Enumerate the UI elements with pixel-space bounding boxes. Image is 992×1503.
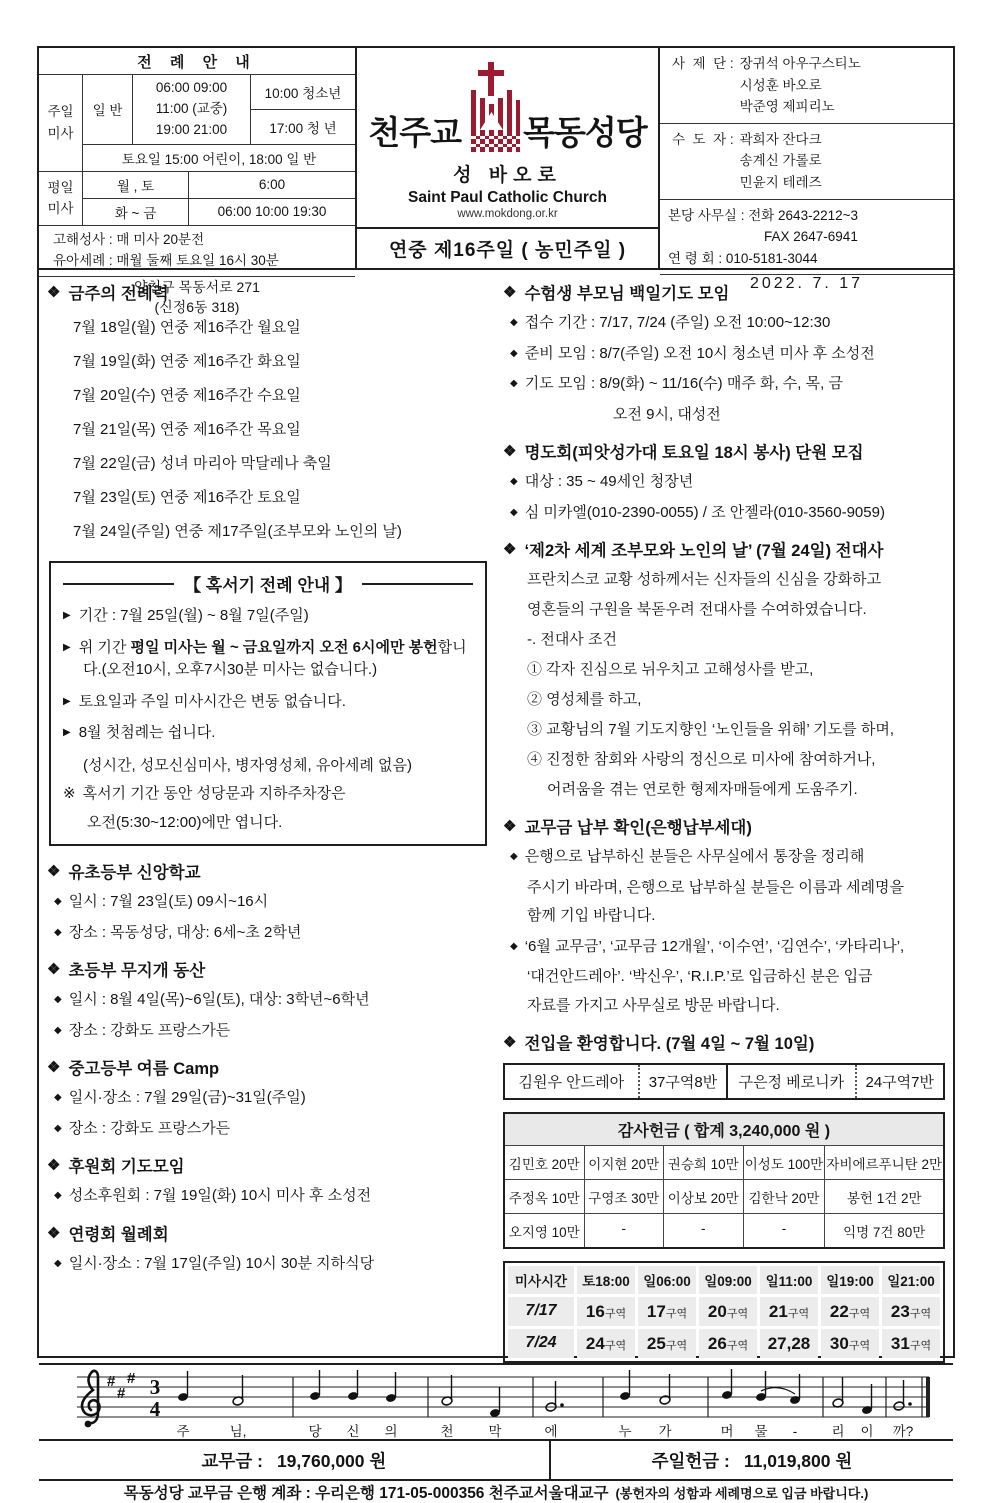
bullet-item: [503, 846, 947, 869]
bullet-continuation: ‘대건안드레아’. ‘박신우’, ‘R.I.P.’로 입금하신 분은 입금: [527, 968, 873, 985]
time-signature-numerator: 3: [149, 1375, 161, 1399]
schedule-cell: [638, 1329, 696, 1358]
district-suffix: 구역: [726, 1340, 749, 1352]
summer-notice-item: [63, 605, 473, 628]
schedule-header-row: [508, 1266, 940, 1294]
schedule-cell: [882, 1297, 940, 1326]
calendar-item: 7월 24일(주일) 연중 제17주일(조부모와 노인의 날): [73, 522, 402, 540]
bullet-continuation: 자료를 가지고 사무실로 방문 바랍니다.: [527, 996, 780, 1014]
bullet-item: [503, 502, 947, 525]
arrow-bullet-icon: ▶: [63, 727, 71, 738]
newcomer-district: 24구역7반: [855, 1065, 944, 1098]
religious-1: 곽희자 잔다크: [739, 131, 822, 147]
bank-account-note: (봉헌자의 성함과 세례명으로 입금 바랍니다.): [615, 1485, 869, 1501]
diamond-bullet-icon: ◆: [54, 1122, 62, 1134]
schedule-header-cell: 미사시간: [508, 1266, 574, 1294]
section-diamond-icon: ❖: [47, 284, 61, 301]
bank-account-info: 목동성당 교무금 은행 계좌 : 우리은행 171-05-000356 천주교서울대교구: [123, 1485, 609, 1502]
offering-cell: 김한낙 20만: [744, 1180, 826, 1214]
offering-cell: -: [744, 1214, 826, 1247]
district-suffix: 구역: [909, 1308, 932, 1320]
office-contact-block: [660, 200, 953, 276]
section-title: 금주의 전례력: [68, 285, 169, 303]
schedule-cell: [699, 1297, 757, 1326]
bullet-text: 장소 : 목동성당, 대상: 6세~초 2학년: [68, 923, 302, 941]
section-diamond-icon: ❖: [503, 443, 517, 460]
section-diamond-icon: ❖: [503, 541, 517, 558]
section-title: 후원회 기도모임: [68, 1158, 185, 1176]
thanksgiving-table-title: 감사헌금 ( 합계 3,240,000 원 ): [505, 1114, 943, 1146]
lyric-syllable: 천: [440, 1424, 454, 1439]
section-liturgical-calendar: [47, 280, 491, 304]
clergy-info: [660, 48, 953, 293]
bullet-text: 일시·장소 : 7월 17일(주일) 10시 30분 지하식당: [68, 1254, 375, 1272]
lyric-syllable: 당: [308, 1424, 322, 1439]
mass-district-schedule-table: [503, 1261, 945, 1363]
bullet-text: 일시 : 8월 4일(목)~6일(토), 대상: 3학년~6학년: [68, 991, 370, 1008]
calendar-item: 7월 19일(화) 연중 제16주간 화요일: [73, 352, 301, 370]
mon-sat-time: 6:00: [189, 172, 355, 199]
offering-cell: 권승희 10만: [664, 1146, 744, 1180]
lyric-syllable: 누: [618, 1424, 632, 1439]
summer-remark-text: 혹서기 기간 동안 성당문과 지하주차장은: [82, 784, 346, 802]
music-staff-svg: [43, 1367, 949, 1441]
week-title-banner: 연중 제16주일 ( 농민주일 ): [357, 227, 658, 268]
senior-society-line: 연 령 회 : 010-5181-3044: [668, 250, 818, 266]
religious-label: 수 도 자 :: [672, 131, 734, 147]
summer-item-text: 토요일과 주일 미사시간은 변동 없습니다.: [78, 692, 346, 710]
saturday-mass-row: 토요일 15:00 어린이, 18:00 일 반: [83, 144, 355, 171]
summer-item-text: 위 기간: [78, 638, 131, 656]
offering-cell: -: [585, 1214, 665, 1247]
section-church-dues: [503, 814, 947, 838]
section-title: 연령회 월례회: [68, 1225, 169, 1244]
bullet-text: 장소 : 강화도 프랑스가든: [68, 1119, 231, 1137]
newcomer-name: 구은정 베로니카: [726, 1065, 854, 1098]
section-diamond-icon: ❖: [503, 818, 517, 835]
section-diamond-icon: ❖: [47, 1059, 61, 1076]
bullet-item: [47, 1185, 491, 1208]
lyric-syllable: -: [792, 1424, 798, 1439]
church-identity: [357, 48, 660, 268]
bullet-continuation: 주시기 바라며, 은행으로 납부하실 분들은 이름과 세례명을: [527, 878, 904, 896]
priest-2: 시성훈 바오로: [739, 77, 822, 93]
weekday-mass-grid: [39, 172, 355, 226]
logo-english-name: Saint Paul Catholic Church: [408, 188, 607, 206]
religious-block: [660, 124, 953, 200]
general-time-3: 19:00 21:00: [155, 121, 228, 137]
sunday-label-line1: 주일: [47, 104, 74, 120]
church-website: www.mokdong.or.kr: [457, 207, 558, 220]
priests-names: [734, 53, 861, 118]
diamond-bullet-icon: ◆: [510, 476, 518, 487]
summer-notice-box: [49, 561, 487, 846]
general-time-1: 06:00 09:00: [155, 80, 228, 95]
district-number: 24: [585, 1334, 605, 1353]
diamond-bullet-icon: ◆: [54, 926, 62, 938]
bullet-item: [47, 922, 491, 945]
summer-notice-title: 【 혹서기 전례 안내 】: [184, 576, 352, 595]
diamond-bullet-icon: ◆: [510, 506, 518, 518]
newcomer-district: 37구역8반: [638, 1065, 726, 1098]
schedule-row: [508, 1329, 940, 1358]
priest-1: 장귀석 아우구스티노: [739, 56, 861, 71]
section-diamond-icon: ❖: [47, 1224, 61, 1242]
district-suffix: 구역: [665, 1340, 688, 1352]
schedule-header-cell: 일19:00: [821, 1266, 879, 1294]
schedule-header-cell: 일06:00: [638, 1266, 696, 1294]
summer-item-text: 8월 첫첨례는 쉽니다.: [78, 724, 216, 741]
arrow-bullet-icon: ▶: [63, 641, 71, 653]
bullet-item: [47, 1020, 491, 1043]
diamond-bullet-icon: ◆: [54, 1190, 62, 1201]
section-title: 초등부 무지개 동산: [68, 962, 206, 980]
offering-cell: 자비에르푸니탄 2만: [825, 1146, 943, 1180]
address-line1: 양천구 목동서로 271: [134, 278, 260, 295]
district-suffix: 구역: [787, 1308, 810, 1320]
tue-fri-label: 화 ~ 금: [83, 199, 189, 225]
thanksgiving-offering-table: [503, 1112, 945, 1249]
section-diamond-icon: ❖: [47, 1157, 61, 1174]
section-newcomers-welcome: [503, 1030, 947, 1054]
summer-remark-line2: 오전(5:30~12:00)에만 엽니다.: [87, 814, 283, 831]
general-mass-times: [133, 75, 251, 144]
thanksgiving-table-body: [505, 1146, 943, 1247]
indulgence-line: ① 각자 진심으로 뉘우치고 고해성사를 받고,: [527, 660, 814, 678]
bullet-item: [503, 343, 947, 366]
summer-notice-remark: [63, 783, 473, 806]
bullet-item: [503, 373, 947, 396]
section-myeongdohoe: [503, 439, 947, 463]
district-number: 20: [707, 1302, 727, 1321]
offering-cell: 익명 7건 80만: [843, 1224, 926, 1240]
weekday-label-line2: 미사: [47, 201, 74, 217]
district-number: 25: [646, 1334, 666, 1353]
church-logo: [357, 48, 658, 227]
section-diamond-icon: ❖: [47, 961, 61, 978]
arrow-bullet-icon: ▶: [63, 610, 71, 621]
lyric-syllable: 막: [488, 1424, 502, 1439]
bullet-text: 장소 : 강화도 프랑스가든: [68, 1021, 231, 1039]
church-logo-icon: [463, 60, 521, 161]
lyric-syllable: 리: [831, 1424, 845, 1439]
diamond-bullet-icon: ◆: [510, 851, 518, 862]
logo-korean-left: 천주교: [368, 113, 462, 151]
reference-mark-icon: ※: [63, 784, 76, 802]
district-number: 16: [585, 1302, 605, 1321]
schedule-cell: [577, 1297, 635, 1326]
section-exam-prayer: [503, 280, 947, 304]
young-adult-mass-time: 17:00 청 년: [269, 120, 337, 136]
district-suffix: 구역: [848, 1308, 871, 1320]
district-suffix: 구역: [726, 1308, 749, 1320]
offering-cell: 오지영 10만: [505, 1214, 585, 1247]
church-dues-total: [39, 1441, 551, 1479]
schedule-cell: [760, 1297, 818, 1326]
bullet-item: [503, 936, 947, 959]
finance-summary-row: [39, 1441, 953, 1481]
summer-notice-item: [63, 691, 473, 714]
sharp-icon: #: [127, 1370, 136, 1387]
left-column: [47, 274, 499, 1363]
weekday-mass-label: [39, 172, 83, 225]
bullet-item: [47, 989, 491, 1012]
indulgence-line: 영혼들의 구원을 북돋우려 전대사를 수여하였습니다.: [527, 600, 867, 618]
diamond-bullet-icon: ◆: [54, 994, 62, 1005]
bullet-text: 일시·장소 : 7월 29일(금)~31일(주일): [68, 1089, 306, 1106]
schedule-cell: [638, 1297, 696, 1326]
schedule-cell: [760, 1329, 818, 1358]
indulgence-line: -. 전대사 조건: [527, 630, 617, 648]
diamond-bullet-icon: ◆: [510, 378, 518, 389]
sharp-icon: #: [117, 1385, 126, 1402]
calendar-item: 7월 23일(토) 연중 제16주간 토요일: [73, 488, 301, 506]
general-time-2: 11:00 (교중): [155, 100, 228, 116]
religious-names: [734, 129, 822, 194]
hymn-score: [39, 1363, 953, 1441]
lyric-syllable: 물: [754, 1424, 768, 1439]
summer-item-text: 합니다.(오전10시, 오후7시30분 미사는 없습니다.): [83, 638, 467, 678]
sunday-mass-grid: [39, 75, 355, 172]
district-number: 22: [829, 1302, 849, 1321]
youth-mass-time: 10:00 청소년: [251, 75, 355, 110]
newcomer-name: 김원우 안드레아: [518, 1074, 625, 1091]
lyric-syllable: 님,: [229, 1424, 247, 1439]
sunday-mass-label: [39, 75, 83, 171]
lyric-syllable: 신: [346, 1424, 360, 1439]
district-number: 21: [768, 1302, 788, 1321]
schedule-row: [508, 1297, 940, 1326]
bulletin-date: 2022. 7. 17: [749, 275, 864, 293]
title-rule-right: [362, 583, 473, 585]
offering-cell: 이성도 100만: [744, 1146, 826, 1180]
calendar-item: 7월 21일(목) 연중 제16주간 목요일: [73, 420, 301, 438]
office-fax-line: FAX 2647-6941: [764, 229, 858, 245]
indulgence-line: ② 영성체를 하고,: [527, 690, 642, 708]
summer-notice-item: [63, 722, 473, 745]
logo-subtitle: 성 바오로: [453, 164, 562, 186]
sharp-icon: #: [107, 1373, 116, 1390]
newcomers-table: [503, 1063, 945, 1100]
address-line2: (신정6동 318): [154, 298, 240, 315]
bullet-continuation: 오전 9시, 대성전: [613, 405, 721, 423]
section-elementary-rainbow: [47, 957, 491, 981]
district-suffix: 구역: [909, 1340, 932, 1352]
lyric-syllable: 이: [860, 1424, 874, 1439]
calendar-item: 7월 18일(월) 연중 제16주간 월요일: [73, 318, 301, 336]
schedule-header-cell: 토18:00: [577, 1266, 635, 1294]
lyric-syllable: 주: [176, 1424, 190, 1439]
offering-cell: 김민호 20만: [505, 1146, 585, 1180]
religious-2: 송계신 가롤로: [739, 153, 822, 169]
district-suffix: 구역: [665, 1308, 688, 1320]
district-number: 27,28: [767, 1334, 811, 1353]
time-signature-denominator: 4: [149, 1397, 161, 1421]
mass-times-title: 전 례 안 내: [39, 48, 355, 75]
section-youth-summer-camp: [47, 1055, 491, 1079]
diamond-bullet-icon: ◆: [510, 347, 518, 359]
section-diamond-icon: ❖: [503, 284, 517, 301]
bullet-text: ‘6월 교무금’, ‘교무금 12개월’, ‘이수연’, ‘김연수’, ‘카타리나’,: [524, 937, 905, 955]
office-phone-line: 본당 사무실 : 전화 2643-2212~3: [668, 207, 858, 223]
bullet-item: [503, 471, 947, 494]
schedule-cell: [821, 1297, 879, 1326]
note-group: [177, 1369, 912, 1418]
diamond-bullet-icon: ◆: [510, 317, 518, 328]
infant-baptism-line: 유아세례 : 매월 둘째 토요일 16시 30분: [53, 252, 279, 268]
indulgence-line: ④ 진정한 참회와 사랑의 정신으로 미사에 참여하거나,: [527, 750, 876, 768]
calendar-item: 7월 20일(수) 연중 제16주간 수요일: [73, 386, 301, 404]
schedule-date-cell: 7/24: [508, 1329, 574, 1358]
lyric-syllable: 가: [658, 1424, 672, 1439]
offering-cell: 이상보 20만: [664, 1180, 744, 1214]
section-title: 중고등부 여름 Camp: [68, 1060, 220, 1078]
weekday-label-line1: 평일: [47, 179, 74, 195]
offering-label: 주일헌금 :: [651, 1450, 730, 1471]
schedule-header-cell: 일09:00: [699, 1266, 757, 1294]
district-number: 23: [890, 1302, 910, 1321]
offering-cell: 주정옥 10만: [505, 1180, 585, 1214]
schedule-cell: [699, 1329, 757, 1358]
offering-value: 11,019,800 원: [743, 1450, 853, 1471]
bullet-text: 은행으로 납부하신 분들은 사무실에서 통장을 정리해: [524, 848, 865, 865]
district-number: 17: [646, 1302, 666, 1321]
priests-label: 사 제 단 :: [672, 56, 734, 71]
hymn-lyrics-row: [176, 1423, 913, 1439]
section-title: 교무금 납부 확인(은행납부세대): [524, 819, 752, 837]
offering-cell: 구영조 30만: [585, 1180, 665, 1214]
bullet-text: 대상 : 35 ~ 49세인 청장년: [524, 473, 694, 490]
main-content: [39, 270, 953, 1363]
priest-3: 박준영 제피리노: [739, 99, 835, 115]
district-suffix: 구역: [604, 1308, 627, 1320]
offering-cell: 이지현 20만: [585, 1146, 665, 1180]
lyric-syllable: 의: [384, 1424, 398, 1439]
sunday-offering-total: [551, 1441, 953, 1479]
section-title: 유초등부 신앙학교: [68, 864, 201, 882]
bullet-text: 준비 모임 : 8/7(주일) 오전 10시 청소년 미사 후 소성전: [524, 344, 875, 362]
bullet-text: 성소후원회 : 7월 19일(화) 10시 미사 후 소성전: [68, 1187, 372, 1204]
schedule-cell: [882, 1329, 940, 1358]
district-number: 30: [829, 1334, 849, 1353]
section-title: 명도회(피앗성가대 토요일 18시 봉사) 단원 모집: [524, 444, 864, 462]
schedule-cell: [821, 1329, 879, 1358]
section-diamond-icon: ❖: [47, 863, 61, 880]
section-title: 수험생 부모님 백일기도 모임: [524, 285, 730, 303]
calendar-item: 7월 22일(금) 성녀 마리아 막달레나 축일: [73, 454, 332, 472]
bulletin-sheet: [37, 46, 955, 1502]
lyric-syllable: 까?: [892, 1424, 914, 1439]
general-mass-label: 일 반: [83, 75, 133, 144]
indulgence-line: 어려움을 겪는 연로한 형제자매들에게 도움주기.: [547, 780, 858, 798]
church-logo-row: [368, 60, 646, 159]
district-suffix: 구역: [604, 1340, 627, 1352]
mon-sat-label: 월 , 토: [83, 172, 189, 199]
section-kids-faith-school: [47, 859, 491, 883]
right-column: [499, 274, 947, 1363]
religious-3: 민윤지 테레즈: [739, 174, 822, 190]
district-number: 31: [890, 1334, 910, 1353]
bullet-item: [47, 1253, 491, 1276]
summer-item-subline: (성시간, 성모신심미사, 병자영성체, 유아세례 없음): [83, 756, 412, 774]
bullet-item: [47, 891, 491, 914]
confession-baptism-info: [39, 226, 355, 277]
section-diamond-icon: ❖: [503, 1034, 517, 1051]
bullet-item: [47, 1087, 491, 1110]
logo-korean-right: 목동성당: [523, 113, 647, 151]
district-suffix: 구역: [848, 1340, 871, 1352]
summer-item-bold-text: 평일 미사는 월 ~ 금요일까지 오전 6시에만 봉헌: [130, 638, 438, 656]
diamond-bullet-icon: ◆: [54, 1257, 62, 1269]
diamond-bullet-icon: ◆: [510, 940, 518, 952]
confession-line: 고해성사 : 매 미사 20분전: [53, 231, 205, 247]
summer-notice-title-row: [63, 571, 473, 596]
summer-item-text: 기간 : 7월 25일(월) ~ 8월 7일(주일): [78, 607, 309, 624]
dues-value: 19,760,000 원: [276, 1450, 387, 1471]
section-senior-monthly: [47, 1221, 491, 1245]
section-indulgence: [503, 537, 947, 561]
summer-notice-item: [63, 637, 473, 682]
schedule-cell: [577, 1329, 635, 1358]
sunday-label-line2: 미사: [47, 125, 74, 141]
diamond-bullet-icon: ◆: [54, 1092, 62, 1103]
arrow-bullet-icon: ▶: [63, 695, 71, 707]
indulgence-line: 프란치스코 교황 성하께서는 신자들의 신심을 강화하고: [527, 570, 882, 588]
diamond-bullet-icon: ◆: [54, 896, 62, 907]
title-rule-left: [63, 583, 174, 585]
section-title: ‘제2차 세계 조부모와 노인의 날’ (7월 24일) 전대사: [524, 542, 884, 560]
schedule-date-cell: 7/17: [508, 1297, 574, 1326]
offering-cell: 봉헌 1건 2만: [825, 1180, 943, 1214]
priests-block: [660, 48, 953, 124]
bullet-continuation: 함께 기입 바랍니다.: [527, 907, 656, 924]
lyric-syllable: 머: [720, 1424, 734, 1439]
offering-cell: -: [664, 1214, 744, 1247]
bullet-item: [47, 1118, 491, 1141]
bullet-text: 기도 모임 : 8/9(화) ~ 11/16(수) 매주 화, 수, 목, 금: [524, 375, 843, 392]
diamond-bullet-icon: ◆: [54, 1024, 62, 1036]
bullet-text: 일시 : 7월 23일(토) 09시~16시: [68, 893, 269, 910]
indulgence-line: ③ 교황님의 7월 기도지향인 ‘노인들을 위해’ 기도를 하며,: [527, 720, 895, 738]
bullet-item: [503, 312, 947, 335]
schedule-header-cell: 일21:00: [882, 1266, 940, 1294]
bullet-text: 심 미카엘(010-2390-0055) / 조 안젤라(010-3560-9059): [524, 503, 885, 521]
dues-label: 교무금 :: [201, 1450, 263, 1471]
schedule-header-cell: 일11:00: [760, 1266, 818, 1294]
lyric-syllable: 에: [544, 1424, 558, 1439]
bullet-text: 접수 기간 : 7/17, 7/24 (주일) 오전 10:00~12:30: [524, 314, 831, 331]
tue-fri-times: 06:00 10:00 19:30: [217, 204, 327, 220]
section-title: 전입을 환영합니다. (7월 4일 ~ 7월 10일): [524, 1035, 815, 1053]
district-number: 26: [707, 1334, 727, 1353]
bank-account-row: [39, 1481, 953, 1503]
section-sponsor-prayer: [47, 1153, 491, 1177]
